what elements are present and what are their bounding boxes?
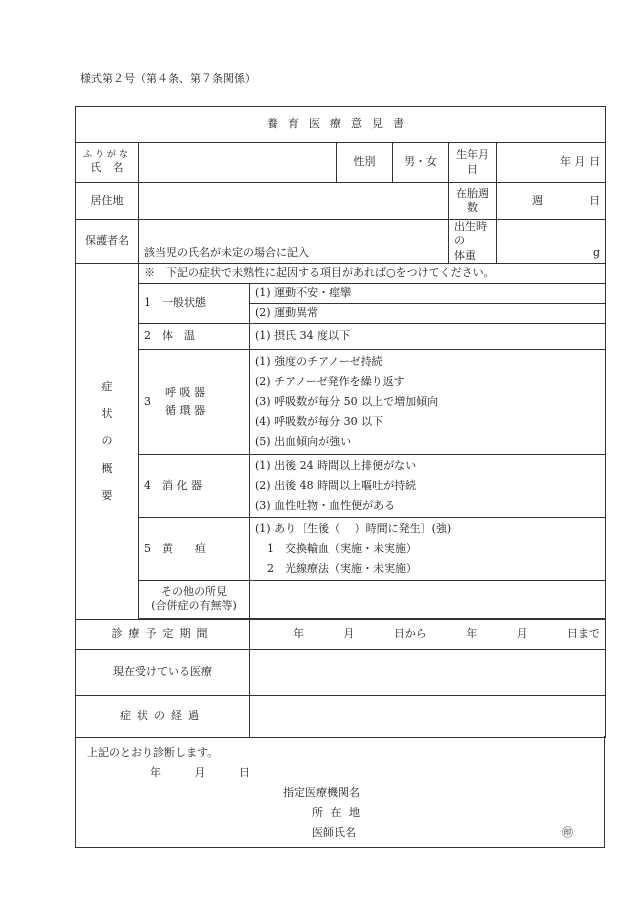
medical-opinion-form: [75, 106, 606, 738]
gestation-field[interactable]: [497, 183, 606, 220]
respiratory-sub-3: (3) 呼吸数が毎分 50 以上で増加傾向: [255, 394, 439, 408]
institution-address-label: 所 在 地: [312, 806, 362, 819]
signature-date[interactable]: [150, 764, 250, 780]
jaundice-sub-1: (1) あり〔生後（ ）時間に発生〕(強): [255, 521, 452, 535]
dob-month: 月: [574, 155, 586, 169]
respiratory-sub-2: (2) チアノーゼ発作を繰り返す: [255, 374, 405, 388]
symptom-jaundice-subs[interactable]: [250, 517, 606, 580]
jaundice-sub-2: 1 交換輸血（実施・未実施）: [267, 541, 417, 555]
symptoms-instruction: ※ 下記の症状で未熟性に起因する項目があれば○をつけてください。: [139, 263, 606, 283]
form-title: 養育医療意見書: [76, 107, 606, 143]
dob-label: 生年月日: [449, 143, 497, 183]
guardian-label: 保護者名: [76, 220, 139, 264]
respiratory-sub-5: (5) 出血傾向が強い: [255, 434, 352, 448]
seal-icon: ㊞: [562, 826, 573, 839]
guardian-note: 該当児の氏名が未定の場合に記入: [144, 245, 309, 259]
respiratory-label: 呼 吸 器: [165, 385, 205, 399]
dob-day: 日: [589, 155, 601, 169]
current-treatment-field[interactable]: [250, 649, 606, 695]
diagnosis-statement: 上記のとおり診断します。: [87, 746, 219, 759]
symptom-general-sub-2[interactable]: (2) 運動異常: [250, 303, 606, 323]
sex-label: 性別: [337, 143, 393, 183]
symptom-respiratory-subs[interactable]: [250, 349, 606, 454]
birth-weight-label: 出生時の 体重: [449, 220, 497, 264]
symptom-respiratory-label: 3 呼 吸 器 循 環 器: [139, 349, 250, 454]
digestive-sub-3: (3) 血性吐物・血性便がある: [255, 498, 396, 512]
period-from: 日から: [393, 627, 427, 641]
symptoms-section-label: 症 状 の 概 要: [76, 263, 139, 619]
progress-label: 症状の経過: [76, 695, 250, 737]
period-label: 診療予定期間: [76, 619, 250, 649]
dob-field[interactable]: [497, 143, 606, 183]
sig-year: 年: [150, 766, 161, 779]
furigana-label: ふりがな: [82, 149, 131, 160]
name-label: 氏 名: [90, 161, 124, 175]
gestation-days: 日: [589, 193, 601, 207]
respiratory-sub-4: (4) 呼吸数が毎分 30 以下: [255, 414, 384, 428]
symptom-digestive-label: 4 消 化 器: [139, 454, 250, 517]
period-field[interactable]: [250, 619, 606, 649]
current-treatment-label: 現在受けている医療: [76, 649, 250, 695]
institution-label: 指定医療機関名: [283, 786, 360, 799]
symptom-general-label: 1 一般状態: [139, 283, 250, 323]
circulatory-label: 循 環 器: [165, 403, 205, 417]
symptom-general-sub-1[interactable]: (1) 運動不安・痙攣: [250, 283, 606, 303]
weight-unit: g: [593, 245, 601, 259]
symptom-temperature-label: 2 体 温: [139, 323, 250, 349]
sex-options[interactable]: 男・女: [393, 143, 449, 183]
dob-year: 年: [560, 155, 571, 169]
progress-field[interactable]: [250, 695, 606, 737]
other-findings-field[interactable]: [250, 580, 606, 618]
guardian-field[interactable]: [139, 220, 449, 264]
symptom-digestive-subs[interactable]: [250, 454, 606, 517]
gestation-weeks: 週: [532, 193, 543, 207]
period-start-month: 月: [343, 627, 355, 641]
form-number: 様式第２号（第４条、第７条関係）: [80, 72, 256, 85]
birth-weight-field[interactable]: [497, 220, 606, 264]
sig-month: 月: [194, 766, 206, 779]
address-label: 居住地: [76, 183, 139, 220]
address-field[interactable]: [139, 183, 449, 220]
period-start-year: 年: [293, 627, 304, 641]
sig-day: 日: [239, 766, 250, 779]
digestive-sub-1: (1) 出後 24 時間以上排便がない: [255, 458, 417, 472]
other-findings-label: その他の所見 (合併症の有無等): [139, 580, 250, 618]
jaundice-sub-3: 2 光線療法（実施・未実施）: [267, 561, 417, 575]
digestive-sub-2: (2) 出後 48 時間以上嘔吐が持続: [255, 478, 417, 492]
respiratory-sub-1: (1) 強度のチアノーゼ持続: [255, 354, 383, 368]
symptom-temperature-sub-1[interactable]: (1) 摂氏 34 度以下: [250, 323, 606, 349]
gestation-label: 在胎週数: [449, 183, 497, 220]
symptom-jaundice-label: 5 黄 疸: [139, 517, 250, 580]
period-end-year: 年: [466, 627, 478, 641]
period-to: 日まで: [567, 627, 601, 641]
period-end-month: 月: [516, 627, 528, 641]
name-label-cell: [76, 143, 139, 183]
name-field[interactable]: [139, 143, 337, 183]
doctor-name-label: 医師氏名: [312, 826, 356, 839]
